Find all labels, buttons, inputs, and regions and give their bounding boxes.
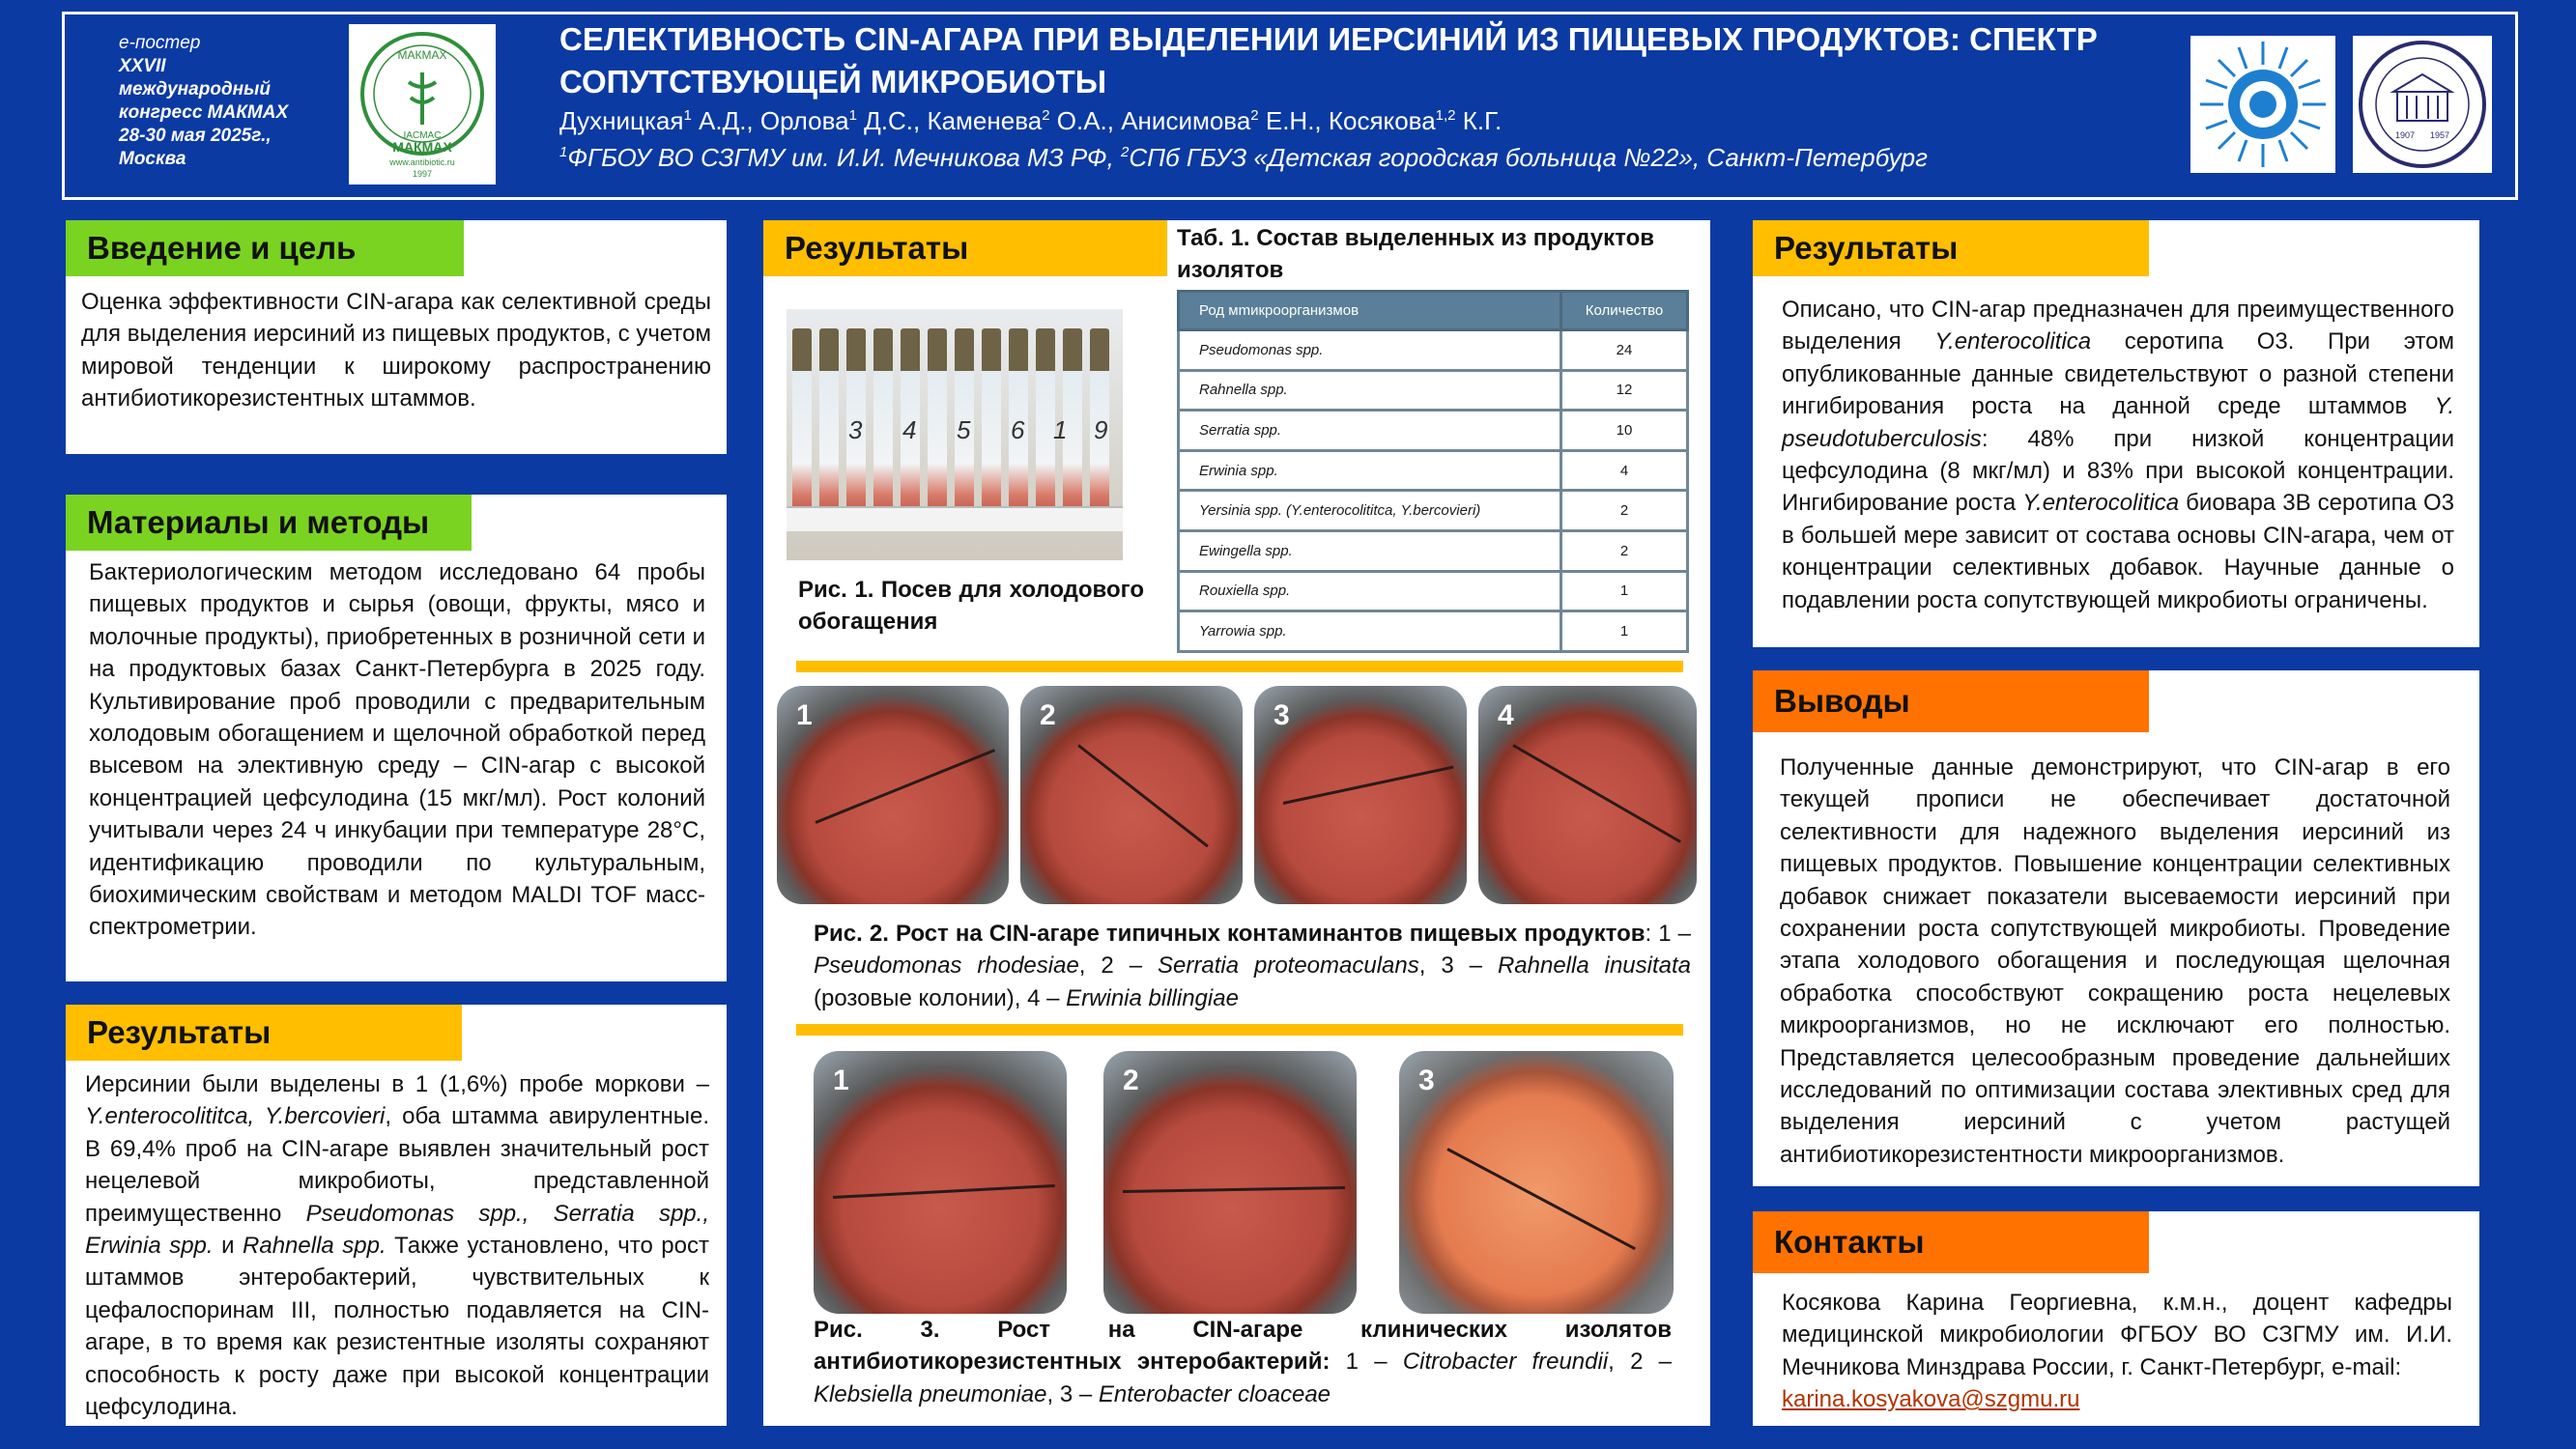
fig3-dish-3	[1399, 1051, 1674, 1314]
table-header-count: Количество	[1561, 292, 1688, 330]
methods-title: Материалы и методы	[66, 495, 472, 551]
methods-panel	[66, 495, 727, 981]
author-name: Орлова	[759, 106, 849, 135]
conclusions-text: Полученные данные демонстрируют, что CIN-агар в его текущей прописи не обеспечивает достаточной селективности для надежного выделения иерсиний из пищевых продуктов. Повышение концентрации селективных добавок снижает показатели высеваемости иерсиний при сохранении роста сопутствующей микробиоты. Проведение этапа холодового обогащения и последующая щелочная обработка способствуют сокращению роста нецелевых микроорганизмов, но не исключают его полностью. Представляется целесообразным проведение дальнейших исследований по оптимизации состава элективных сред для выделения иерсиний с учетом растущей антибиотикорезистентности микроорганизмов.	[1780, 754, 2450, 1168]
author-initials: А.Д.,	[691, 106, 760, 135]
makmax-logo-icon	[349, 24, 496, 185]
table-cell-genus: Erwinia spp.	[1179, 450, 1561, 491]
fig3-caption	[814, 1314, 1672, 1410]
table-cell-genus: Serratia spp.	[1179, 411, 1561, 451]
results-right-text-1: Описано, что CIN-агар предназначен для преимущественного выделения	[1782, 297, 2454, 355]
fig3-caption-italic: Enterobacter cloaceae	[1098, 1380, 1331, 1407]
fig2-dish-3	[1254, 686, 1467, 904]
contacts-title: Контакты	[1753, 1211, 2149, 1273]
author-name: Каменева	[927, 106, 1043, 135]
fig2-caption-text: : 1 –	[1645, 921, 1691, 947]
logo-text-makmax: МАКМАХ	[392, 139, 452, 155]
affil-sup: 2	[1121, 144, 1130, 160]
author-initials: Д.С.,	[856, 106, 928, 135]
event-line: е-постер	[119, 33, 201, 53]
author-initials: Е.Н.,	[1258, 106, 1329, 135]
author-name: Духницкая	[559, 106, 684, 135]
event-line: 28-30 мая 2025г.,	[119, 126, 272, 146]
fig2-caption-italic: Serratia proteomaculans	[1158, 952, 1419, 980]
fig2-dish-2	[1020, 686, 1243, 904]
fig3-caption-text: 1 –	[1330, 1349, 1403, 1376]
szgmu-logo	[2353, 36, 2492, 173]
logo-year-1: 1907	[2394, 130, 2416, 140]
intro-text: Оценка эффективности CIN-агара как селективной среды для выделения иерсиний из пищевых продуктов, с учетом мировой тенденции к широкому распространению антибиотикорезистентных штаммов.	[81, 289, 711, 412]
table-cell-genus: Yarrowia spp.	[1179, 611, 1561, 652]
dish-label: 4	[1498, 699, 1514, 731]
author-sup: 1	[683, 107, 692, 124]
tube-label: 5	[957, 415, 971, 444]
logo-text-year: 1997	[412, 169, 433, 179]
logo-text-iacmac: IACMAC	[403, 130, 442, 141]
results-left-text	[85, 1068, 709, 1423]
event-line: международный	[119, 79, 271, 99]
separator-1	[796, 661, 1683, 672]
fig2-dish-1	[777, 686, 1009, 904]
table-row	[1179, 571, 1688, 611]
event-line: XXVII	[119, 56, 166, 76]
tube-label: 1	[1053, 415, 1068, 444]
fig1-tubes-photo	[787, 309, 1123, 560]
intro-title: Введение и цель	[66, 220, 464, 276]
results-left-text-1: Иерсинии были выделены в 1 (1,6%) пробе моркови –	[85, 1071, 709, 1097]
table-row	[1179, 491, 1688, 531]
author-sup: 1	[848, 107, 857, 124]
fig2-caption-italic: Pseudomonas rhodesiae	[814, 952, 1079, 980]
conclusions-panel	[1753, 670, 2479, 1186]
tube-label: 6	[1011, 415, 1025, 444]
dish-label: 2	[1123, 1065, 1139, 1096]
event-line: Москва	[119, 149, 186, 169]
results-mid-title: Результаты	[763, 220, 1167, 276]
table-cell-count: 1	[1561, 611, 1688, 652]
university-building-icon	[2353, 36, 2492, 173]
fig3-caption-bold: Рис. 3. Рост на CIN-агаре клинических изолятов антибиотикорезистентных энтеробактерий:	[814, 1317, 1672, 1376]
logo-top-text: МАКМАХ	[397, 48, 447, 62]
separator-2	[796, 1024, 1683, 1036]
contacts-text	[1782, 1287, 2452, 1416]
sun-emblem-icon	[2190, 36, 2335, 173]
table-cell-count: 12	[1561, 370, 1688, 411]
table-header-genus: Род мmикроорганизмов	[1179, 292, 1561, 330]
table-cell-count: 2	[1561, 491, 1688, 531]
results-left-text-3: и	[213, 1233, 243, 1260]
isolates-table	[1177, 290, 1689, 653]
results-mid-panel	[763, 220, 1710, 1426]
dish-label: 2	[1040, 699, 1056, 731]
affiliations-line	[559, 140, 2163, 175]
poster-header	[62, 12, 2518, 200]
table-row	[1179, 330, 1688, 371]
event-info	[119, 32, 312, 171]
contact-email-link[interactable]: karina.kosyakova@szgmu.ru	[1782, 1386, 2080, 1413]
fig2-dish-4	[1478, 686, 1697, 904]
fig3-caption-text: , 2 –	[1608, 1349, 1673, 1376]
author-sup: 1,2	[1435, 107, 1456, 124]
intro-panel	[66, 220, 727, 454]
table-cell-count: 2	[1561, 530, 1688, 571]
table-cell-count: 1	[1561, 571, 1688, 611]
fig3-caption-italic: Citrobacter freundii	[1402, 1349, 1609, 1376]
table-row	[1179, 411, 1688, 451]
methods-text: Бактериологическим методом исследовано 64 пробы пищевых продуктов и сырья (овощи, фрукты, мясо и молочные продукты), приобретенных в розничной сети и на продуктовых базах Санкт-Петербурга в 2025 году. Культивирование проб проводили с предварительным холодовым обогащением и щелочной обработкой перед высевом на элективную среду – CIN-агар с высокой концентрацией цефсулодина (15 мкг/мл). Рост колоний учитывали через 24 ч инкубации при температуре 28°С, идентификацию проводили по культуральным, биохимическим свойствам и методом MALDI TOF масс-спектрометрии.	[89, 559, 705, 941]
results-right-text	[1782, 294, 2454, 616]
table-row	[1179, 530, 1688, 571]
results-right-title: Результаты	[1753, 220, 2149, 276]
contacts-panel	[1753, 1211, 2479, 1426]
fig2-caption-bold: Рис. 2. Рост на CIN-агаре типичных контаминантов пищевых продуктов	[814, 921, 1646, 947]
fig2-caption-italic: Rahnella inusitata	[1497, 952, 1692, 980]
results-left-italic-1: Y.enterocolititca, Y.bercovieri	[85, 1103, 386, 1130]
table-cell-count: 4	[1561, 450, 1688, 491]
table-cell-genus: Pseudomonas spp.	[1179, 330, 1561, 371]
dish-label: 1	[833, 1065, 849, 1096]
table-cell-count: 24	[1561, 330, 1688, 371]
authors-line	[559, 103, 2163, 138]
results-right-italic-3: Y.enterocolitica	[2022, 490, 2180, 517]
affil-text: СПб ГБУЗ «Детская городская больница №22», Санкт-Петербург	[1129, 143, 1928, 172]
fig3-caption-italic: Klebsiella pneumoniae	[814, 1380, 1047, 1407]
author-name: Анисимова	[1121, 106, 1251, 135]
logo-year-2: 1957	[2429, 130, 2450, 140]
table-header-row	[1179, 292, 1688, 330]
affil-text: ФГБОУ ВО СЗГМУ им. И.И. Мечникова МЗ РФ,	[567, 143, 1122, 172]
author-name: Косякова	[1328, 106, 1436, 135]
poster-title: СЕЛЕКТИВНОСТЬ CIN-АГАРА ПРИ ВЫДЕЛЕНИИ ИЕРСИНИЙ ИЗ ПИЩЕВЫХ ПРОДУКТОВ: СПЕКТР СОПУТСТВУЮЩЕЙ МИКРОБИОТЫ	[559, 21, 2098, 99]
fig2-caption	[814, 918, 1691, 1014]
fig1-caption: Рис. 1. Посев для холодового обогащения	[798, 577, 1144, 636]
table-row	[1179, 450, 1688, 491]
results-left-title: Результаты	[66, 1005, 462, 1061]
results-left-panel	[66, 1005, 727, 1426]
fig3-dish-1	[814, 1051, 1067, 1314]
results-left-text-2: , оба штамма авирулентные. В 69,4% проб на CIN-агаре выявлен значительный рост нецелевой микробиоты, представленной преимущественно	[85, 1103, 709, 1227]
fig2-caption-text: , 2 –	[1078, 952, 1158, 980]
author-sup: 2	[1042, 107, 1050, 124]
dish-label: 3	[1418, 1065, 1435, 1096]
author-initials: О.А.,	[1049, 106, 1122, 135]
tube-label: 9	[1094, 415, 1108, 444]
dish-label: 1	[796, 699, 813, 731]
fig2-caption-text: (розовые колонии), 4 –	[814, 984, 1067, 1011]
results-right-text-3: : 48% при низкой концентрации цефсулодина (8 мкг/мл) и 83% при высокой концентрации. Ингибирование роста	[1782, 425, 2454, 517]
logo-text-url: www.antibiotic.ru	[389, 157, 455, 167]
contacts-text-body: Косякова Карина Георгиевна, к.м.н., доцент кафедры медицинской микробиологии ФГБОУ ВО СЗГМУ им. И.И. Мечникова Минздрава России, г. Санкт-Петербург, e-mail:	[1782, 1290, 2452, 1380]
conclusions-title: Выводы	[1753, 670, 2149, 732]
table-row	[1179, 611, 1688, 652]
results-right-panel	[1753, 220, 2479, 647]
table-cell-genus: Rahnella spp.	[1179, 370, 1561, 411]
affil-sup: 1	[559, 144, 568, 160]
results-right-italic-2: Y. pseudotuberculosis	[1782, 393, 2454, 452]
table-cell-genus: Rouxiella spp.	[1179, 571, 1561, 611]
author-sup: 2	[1250, 107, 1259, 124]
fig3-dish-2	[1103, 1051, 1357, 1314]
results-left-text-4: Также установлено, что рост штаммов энтеробактерий, чувствительных к цефалоспоринам III, полностью подавляется на CIN-агаре, в то время как резистентные изоляты сохраняют способность к росту даже при высокой концентрации цефсулодина.	[85, 1233, 709, 1421]
table-cell-genus: Ewingella spp.	[1179, 530, 1561, 571]
fig3-caption-text: , 3 –	[1046, 1380, 1099, 1407]
results-right-text-4: биовара 3В серотипа О3 в большей мере зависит от состава основы CIN-агара, чем от концентрации селективных добавок. Научные данные о подавлении роста сопутствующей микробиоты ограничены.	[1782, 490, 2455, 613]
table-row	[1179, 370, 1688, 411]
fig2-caption-italic: Erwinia billingiae	[1066, 984, 1239, 1011]
table-cell-count: 10	[1561, 411, 1688, 451]
tube-label: 3	[848, 415, 863, 444]
author-initials: К.Г.	[1455, 106, 1503, 135]
dish-label: 3	[1274, 699, 1290, 731]
results-right-italic-1: Y.enterocolitica	[1934, 328, 2092, 355]
event-line: конгресс МАКМАХ	[119, 102, 289, 123]
university-sun-logo	[2190, 36, 2335, 173]
table-title: Таб. 1. Состав выделенных из продуктов изолятов	[1177, 225, 1655, 283]
results-right-text-2: серотипа О3. При этом опубликованные данные свидетельствуют о разной степени ингибирования роста на данной среде штаммов	[1782, 328, 2455, 420]
fig2-caption-text: , 3 –	[1418, 952, 1498, 980]
tube-label: 4	[902, 415, 917, 444]
table-cell-genus: Yersinia spp. (Y.enterocolititca, Y.bercovieri)	[1179, 491, 1561, 531]
results-left-italic-2: Pseudomonas spp., Serratia spp., Erwinia spp.	[85, 1200, 709, 1260]
makmax-logo	[349, 24, 496, 185]
results-left-italic-3: Rahnella spp.	[243, 1233, 386, 1260]
